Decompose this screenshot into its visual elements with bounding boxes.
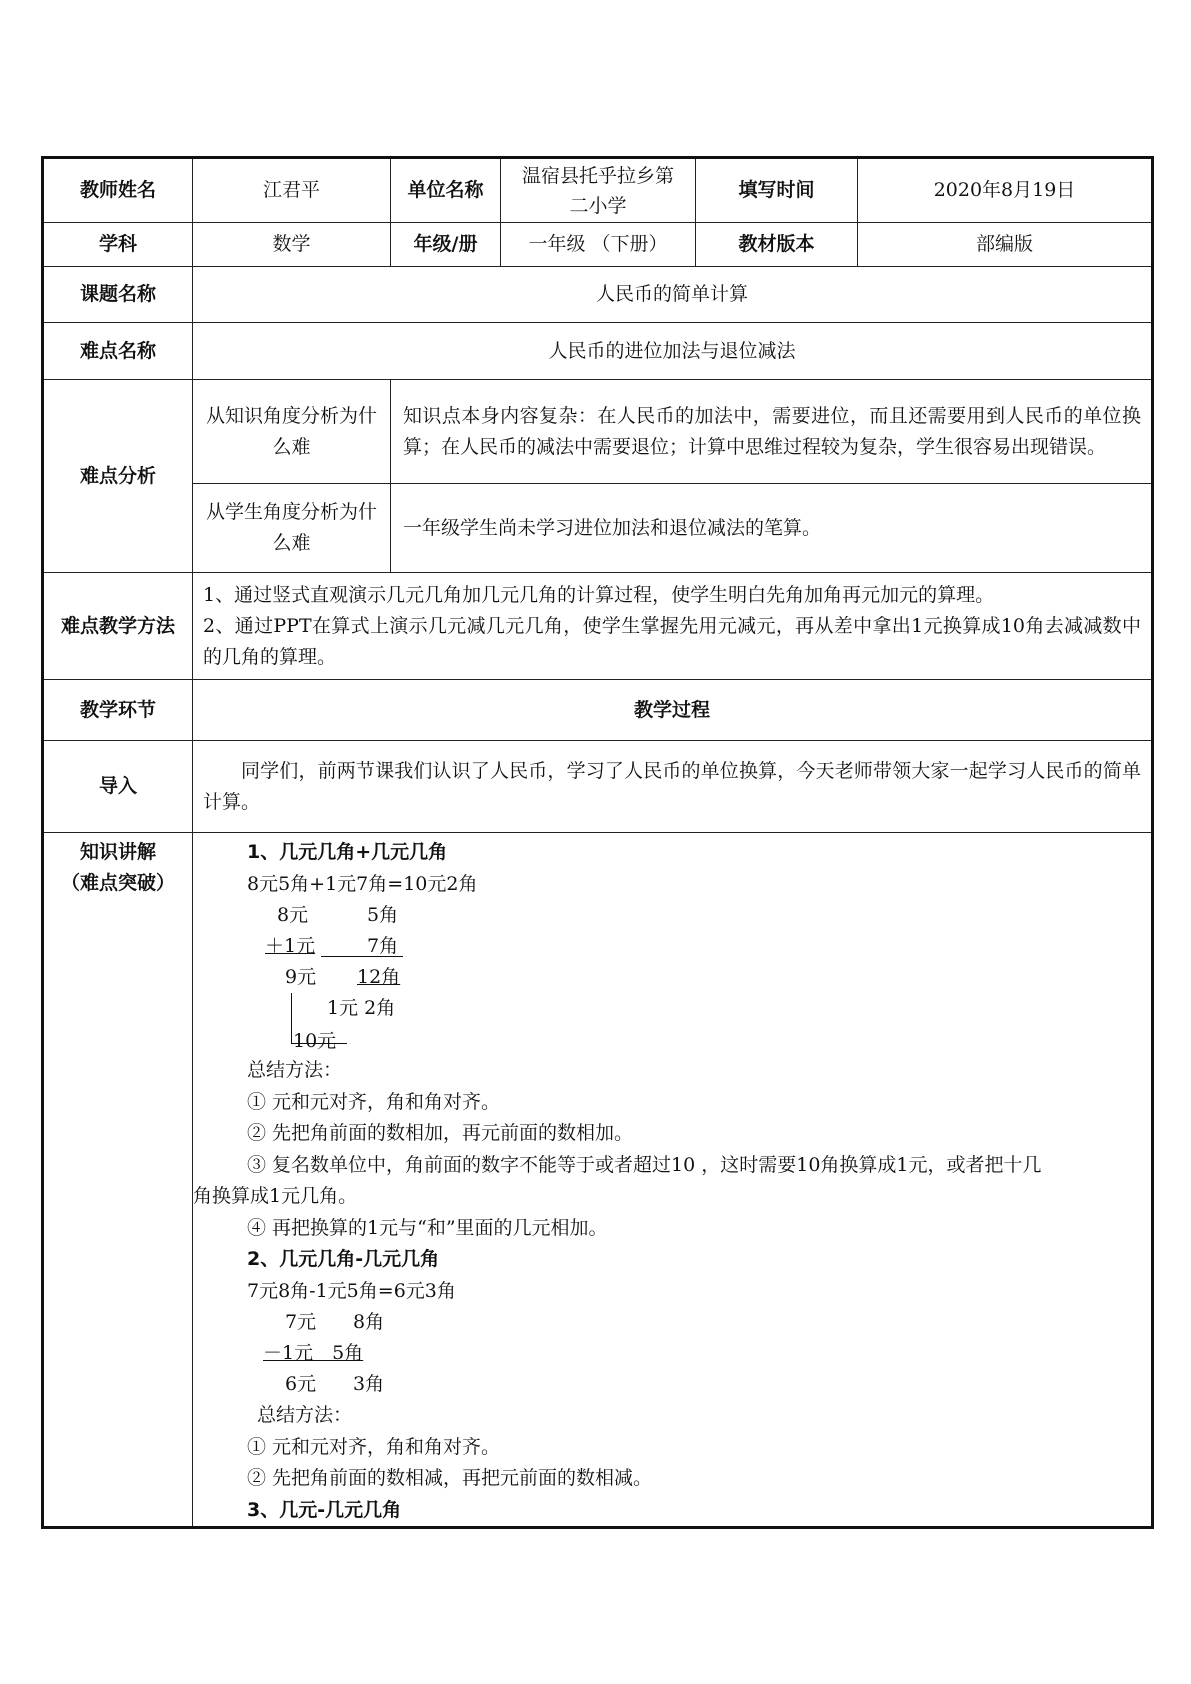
carry-bracket [243,993,1141,1055]
subtraction-row-3-jiao: 3角 [353,1373,385,1395]
edition-value: 部编版 [858,223,1153,267]
teacher-label: 教师姓名 [43,158,193,223]
addition-row-1 [247,900,1141,931]
grade-label: 年级/册 [391,223,501,267]
unit-label: 单位名称 [391,158,501,223]
section-1-method-2: ② 先把角前面的数相加，再元前面的数相加。 [247,1122,634,1144]
carry-exchange: 1元 2角 [327,997,396,1019]
addition-row-1-jiao: 5角 [367,904,399,926]
section-1-method-1: ① 元和元对齐，角和角对齐。 [247,1090,501,1113]
subtraction-row-2 [247,1338,1141,1369]
intro-label: 导入 [43,741,193,833]
addition-row-3-jiao: 12角 [357,966,401,988]
subtraction-row-2-text: －1元 5角 [263,1342,364,1364]
process-label: 教学环节 [43,680,193,741]
addition-row-2 [247,931,1141,962]
section-2-equation: 7元8角-1元5角=6元3角 [247,1279,456,1302]
addition-row-1-yuan: 8元 [277,904,309,926]
date-label: 填写时间 [696,158,858,223]
intro-text: 同学们，前两节课我们认识了人民币，学习了人民币的单位换算，今天老师带领大家一起学习人民币的简单计算。 [193,741,1153,833]
topic-label: 课题名称 [43,267,193,323]
subject-label: 学科 [43,223,193,267]
edition-label: 教材版本 [696,223,858,267]
topic-value: 人民币的简单计算 [193,267,1153,323]
addition-row-3 [247,962,1141,993]
method-cell [193,573,1153,680]
addition-row-2-jiao: 7角 [367,935,399,957]
section-1-method-3-cont: 角换算成1元几角。 [193,1185,358,1207]
carry-bracket-vertical [291,993,292,1043]
subject-value: 数学 [193,223,391,267]
section-2-title: 2、几元几角-几元几角 [247,1248,440,1270]
section-2-method-1: ① 元和元对齐，角和角对齐。 [247,1435,501,1458]
subtraction-row-3-yuan: 6元 [285,1373,317,1395]
knowledge-angle-text: 知识点本身内容复杂：在人民币的加法中，需要进位，而且还需要用到人民币的单位换算；在人民币的减法中需要退位；计算中思维过程较为复杂，学生很容易出现错误。 [391,380,1153,484]
subtraction-row-1 [247,1307,1141,1338]
section-1-equation: 8元5角+1元7角=10元2角 [247,872,478,895]
subtraction-row-3 [247,1369,1141,1400]
process-value: 教学过程 [193,680,1153,741]
difficulty-value: 人民币的进位加法与退位减法 [193,323,1153,380]
section-1-title: 1、几元几角+几元几角 [247,841,448,863]
method-line-1: 1、通过竖式直观演示几元几角加几元几角的计算过程，使学生明白先角加角再元加元的算理。 [203,583,995,606]
addition-row-2-yuan: ＋1元 [265,935,316,957]
knowledge-angle-label: 从知识角度分析为什么难 [193,380,391,484]
knowledge-content [193,833,1153,1528]
knowledge-label-line-2: （难点突破） [60,872,175,894]
difficulty-label: 难点名称 [43,323,193,380]
lesson-plan-table [41,156,1151,1529]
method-label: 难点教学方法 [43,573,193,680]
addition-row-3-yuan: 9元 [285,966,317,988]
method-line-2: 2、通过PPT在算式上演示几元减几元几角，使学生掌握先用元减元，再从差中拿出1元换算成10角去减减数中的几角的算理。 [203,614,1141,668]
section-2-summary: 总结方法： [257,1404,353,1426]
date-value: 2020年8月19日 [858,158,1153,223]
knowledge-label-line-1: 知识讲解 [79,841,156,863]
section-1-summary: 总结方法： [247,1059,343,1081]
section-1-method-4: ④ 再把换算的1元与“和”里面的几元相加。 [247,1216,608,1239]
analysis-label: 难点分析 [43,380,193,573]
unit-value: 温宿县托乎拉乡第二小学 [501,158,696,223]
section-1-method-3: ③ 复名数单位中，角前面的数字不能等于或者超过10 ，这时需要10角换算成1元，或者把十几 [247,1153,1042,1176]
carry-result: 10元 [293,1030,337,1052]
student-angle-label: 从学生角度分析为什么难 [193,484,391,573]
section-3-title: 3、几元-几元几角 [247,1498,402,1521]
student-angle-text: 一年级学生尚未学习进位加法和退位减法的笔算。 [391,484,1153,573]
grade-value: 一年级 （下册） [501,223,696,267]
knowledge-label [43,833,193,1528]
section-2-method-2: ② 先把角前面的数相减，再把元前面的数相减。 [247,1467,653,1489]
subtraction-row-1-jiao: 8角 [353,1311,385,1333]
teacher-value: 江君平 [193,158,391,223]
subtraction-row-1-yuan: 7元 [285,1311,317,1333]
